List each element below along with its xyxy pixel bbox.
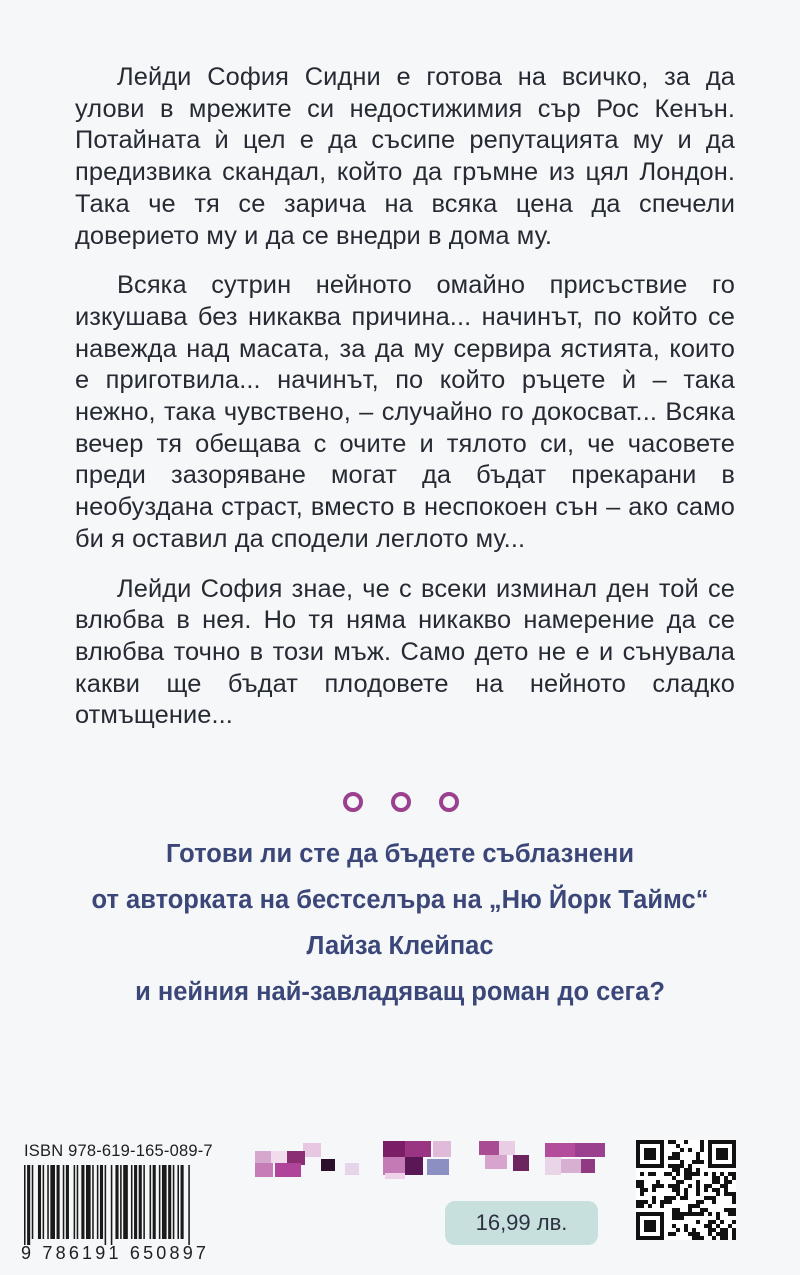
pixel-logo-cell [405, 1141, 431, 1157]
blurb-paragraph-2: Всяка сутрин нейното омайно присъствие го изкушава без никаква причина... начинът, по който се навежда над масата, за да му сервира ястията, които е приготвила... начинът, по който ръцете ѝ – така нежно, така чувствено, – случайно го докосват... Всяка вечер тя обещава с очите и тялото си, че часовете преди зазоряване могат да бъдат прекарани в необуздана страст, вместо в неспокоен сън – ако само би я оставил да сподели леглото му... [75, 271, 735, 553]
qr-code-icon [636, 1140, 736, 1240]
tagline-author: Лайза Клейпас [306, 932, 494, 960]
pixel-logo-cell [427, 1159, 449, 1175]
circle-icon [343, 792, 363, 812]
pixel-logo-cell [255, 1151, 271, 1163]
pixel-logo-cell [321, 1159, 335, 1171]
pixel-logo-cell [271, 1151, 287, 1163]
tagline-line-2: от авторката на бестселъра на „Ню Йорк Таймс“ [91, 886, 709, 914]
pixel-logo-cell [255, 1163, 273, 1177]
decorative-dots [0, 790, 800, 814]
pixel-logo-cell [275, 1163, 301, 1177]
pixel-logo-cell [383, 1141, 405, 1157]
pixel-logo-cell [513, 1155, 529, 1171]
circle-icon [439, 792, 459, 812]
price-tag: 16,99 лв. [445, 1201, 598, 1245]
pixel-logo-cell [545, 1157, 561, 1175]
pixel-logo-cell [545, 1143, 575, 1157]
barcode-digits: 9 786191 650897 [21, 1243, 210, 1263]
pixel-logo-cell [499, 1141, 515, 1155]
tagline [0, 835, 800, 1019]
pixel-logo-cell [561, 1159, 581, 1173]
pixel-logo-cell [575, 1143, 605, 1157]
circle-icon [391, 792, 411, 812]
isbn-label: ISBN 978-619-165-089-7 [24, 1142, 213, 1160]
blurb-paragraph-3: Лейди София знае, че с всеки изминал ден той се влюбва в нея. Но тя няма никакво намерение да се влюбва точно в този мъж. Само дето не е и сънувала какви ще бъдат плодовете на нейното сладко отмъщение... [75, 574, 735, 730]
blurb-text [75, 62, 735, 750]
pixel-logo-cell [433, 1141, 451, 1157]
tagline-line-4: и нейния най-завладяващ роман до сега? [135, 978, 665, 1006]
pixel-logo-cell [405, 1157, 423, 1175]
pixel-logo-cell [485, 1155, 507, 1169]
publisher-pixel-logo [255, 1137, 610, 1179]
tagline-line-1: Готови ли сте да бъдете съблазнени [165, 840, 634, 868]
pixel-logo-cell [581, 1159, 595, 1173]
pixel-logo-cell [479, 1141, 499, 1155]
blurb-paragraph-1: Лейди София Сидни е готова на всичко, за да улови в мрежите си недостижимия сър Рос Кенън. Потайната ѝ цел е да съсипе репутацията му и да предизвика скандал, който да гръмне из цял Лондон. Така че тя се зарича на всяка цена да спечели доверието му и да се внедри в дома му. [75, 63, 735, 250]
pixel-logo-cell [345, 1163, 359, 1175]
pixel-logo-cell [303, 1143, 321, 1157]
pixel-logo-cell [385, 1173, 405, 1179]
barcode-icon [24, 1165, 246, 1245]
